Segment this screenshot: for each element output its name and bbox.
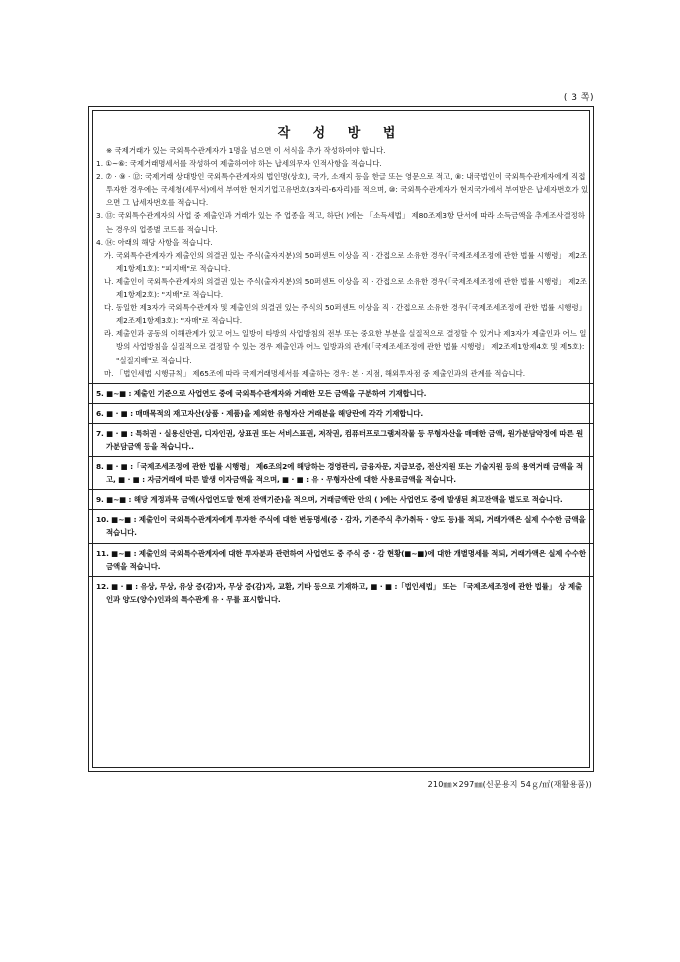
instruction-item-5: 5. ■~■ : 제출인 기준으로 사업연도 중에 국외특수관계자와 거래한 모든 금액을 구분하여 기재합니다. bbox=[96, 388, 427, 398]
divider bbox=[89, 576, 593, 577]
form-title: 작 성 방 법 bbox=[277, 126, 405, 141]
instruction-subitem-ma: 마. 「법인세법 시행규칙」 제65조에 따라 국제거래명세서를 제출하는 경우: 본 · 지점, 해외투자점 중 제출인과의 관계를 적습니다. bbox=[104, 368, 526, 378]
instruction-item-2: 2. ⑦ · ⑨ · ⑫: 국제거래 상대방인 국외특수관계자의 법인명(상호), 국가, 소재지 등을 한글 또는 영문으로 적고, ⑧: 내국법인이 국외특수관계자에게 직접 투자한 경우에는 국세청(세무서)에서 부여한 현지기업고유번호(3자리-6자리)를 적으며, ⑩: 국외특수관계자가 현지국가에서 부여받은 납세자번호가 있으면 그 납세자번호를 적습니다. bbox=[96, 172, 589, 208]
instruction-item-9: 9. ■~■ : 해당 계정과목 금액(사업연도말 현재 잔액기준)을 적으며, 거래금액란 안의 ( )에는 사업연도 중에 발생된 최고잔액을 별도로 적습니다. bbox=[96, 495, 563, 505]
instruction-item-6: 6. ■ · ■ : 매매목적의 재고자산(상품 · 제품)을 제외한 유형자산 거래분을 해당란에 각각 기재합니다. bbox=[96, 408, 424, 418]
instruction-item-4: 4. ⑭: 아래의 해당 사항을 적습니다. bbox=[96, 237, 213, 247]
instruction-subitem-ra: 라. 제출인과 공동의 이해관계가 있고 어느 일방이 타방의 사업방침의 전부 또는 중요한 부분을 실질적으로 결정할 수 있거나 제3자가 제출인과 어느 일방의 사업방침을 실질적으로 결정할 수 있는 경우 제출인과 어느 일방과의 관계(「국제조세조정에 관한 법률 시행령」 제2조제1항제4호 및 제5호): "실질지배"로 적습니다. bbox=[104, 329, 587, 365]
instruction-item-11: 11. ■~■ : 제출인의 국외특수관계자에 대한 투자분과 관련하여 사업연도 중 주식 증 · 감 현황(■~■)에 대한 개별명세를 적되, 거래가액은 실제 수수한 금액을 적습니다. bbox=[96, 548, 586, 571]
instruction-subitem-na: 나. 제출인이 국외특수관계자의 의결권 있는 주식(출자지분)의 50퍼센트 이상을 직 · 간접으로 소유한 경우(「국제조세조정에 관한 법률 시행령」 제2조제1항제2호): "지배"로 적습니다. bbox=[104, 276, 588, 300]
paper-spec-footer: 210㎜×297㎜(신문용지 54ｇ/㎡(재활용품)) bbox=[427, 780, 592, 789]
page-number: ( 3 쪽) bbox=[563, 93, 594, 103]
note-text: ※ 국제거래가 있는 국외특수관계자가 1명을 넘으면 이 서식을 추가 작성하여야 합니다. bbox=[106, 146, 386, 155]
divider bbox=[89, 423, 593, 424]
divider bbox=[89, 489, 593, 490]
divider bbox=[89, 403, 593, 404]
instruction-item-10: 10. ■~■ : 제출인이 국외특수관계자에게 투자한 주식에 대한 변동명세(증 · 감자, 기존주식 추가취득 · 양도 등)를 적되, 거래가액은 실제 수수한 금액을 적습니다. bbox=[96, 515, 586, 538]
instruction-item-1: 1. ①~⑥: 국제거래명세서를 작성하여 제출하여야 하는 납세의무자 인적사항을 적습니다. bbox=[96, 159, 382, 169]
divider bbox=[89, 509, 593, 510]
instructions-content bbox=[96, 144, 589, 606]
instruction-item-8: 8. ■ · ■ :「국제조세조정에 관한 법률 시행령」 제6조의2에 해당하는 경영관리, 금융자문, 지급보증, 전산지원 또는 기술지원 등의 용역거래 금액을 적고, ■ · ■ : 자금거래에 따른 발생 이자금액을 적으며, ■ · ■ : 유 · 무형자산에 대한 사용료금액을 적습니다. bbox=[96, 462, 583, 485]
instruction-subitem-ga: 가. 국외특수관계자가 제출인의 의결권 있는 주식(출자지분)의 50퍼센트 이상을 직 · 간접으로 소유한 경우(「국제조세조정에 관한 법률 시행령」 제2조제1항제1호): "피지배"로 적습니다. bbox=[104, 250, 588, 273]
divider bbox=[89, 456, 593, 457]
instructions-box bbox=[88, 106, 594, 772]
divider bbox=[89, 543, 593, 544]
divider bbox=[89, 383, 593, 384]
instruction-item-12: 12. ■ · ■ : 유상, 무상, 유상 증(감)자, 무상 증(감)자, 교환, 기타 등으로 기재하고, ■ · ■ :「법인세법」 또는 「국제조세조정에 관한 법률」 상 제출인과 양도(양수)인과의 특수관계 유 · 무를 표시합니다. bbox=[96, 581, 583, 604]
instruction-item-7: 7. ■ · ■ : 특허권 · 실용신안권, 디자인권, 상표권 또는 서비스표권, 저작권, 컴퓨터프로그램저작물 등 무형자산을 매매한 금액, 원가분담약정에 따른 원가분담금액 등을 적습니다.. bbox=[96, 428, 583, 451]
instruction-subitem-da: 다. 동일한 제3자가 국외특수관계자 및 제출인의 의결권 있는 주식의 50퍼센트 이상을 직 · 간접으로 소유한 경우(「국제조세조정에 관한 법률 시행령」 제2조제1항제3호): "자매"로 적습니다. bbox=[104, 303, 587, 326]
instruction-item-3: 3. ⑬: 국외특수관계자의 사업 중 제출인과 거래가 있는 주 업종을 적고, 하단( )에는 「소득세법」 제80조제3항 단서에 따라 소득금액을 추계조사결정하는 경우의 업종별 코드를 적습니다. bbox=[96, 211, 585, 234]
